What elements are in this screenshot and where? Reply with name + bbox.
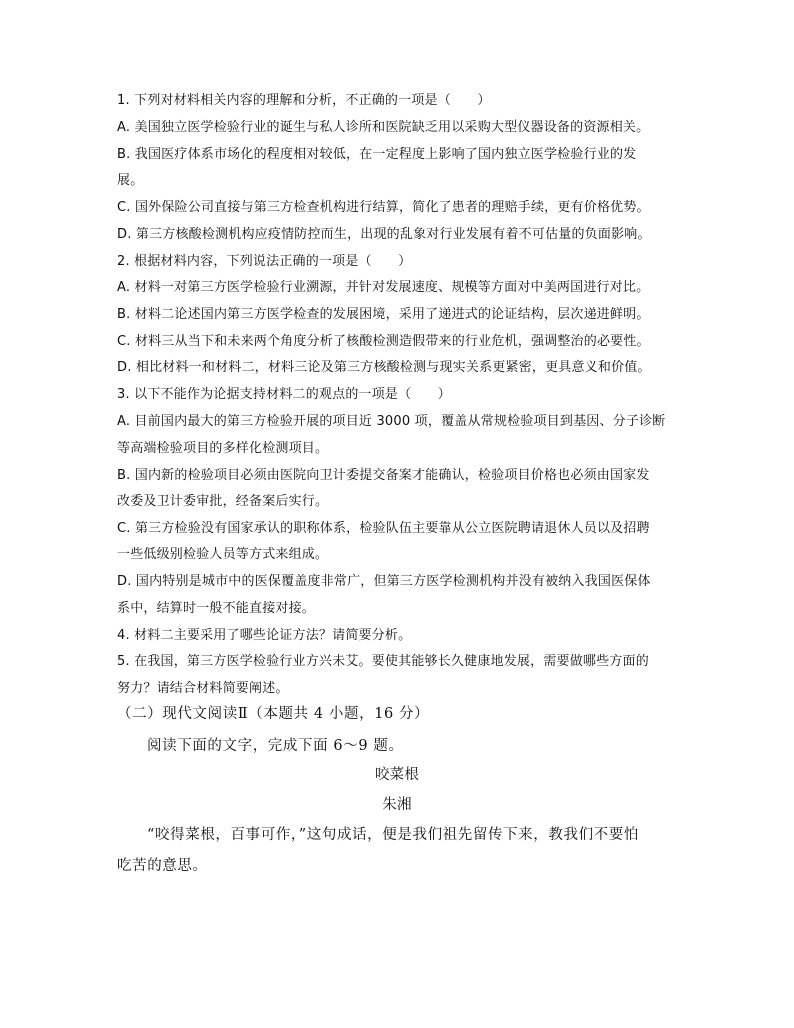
article-author: 朱湘 — [382, 797, 412, 813]
section-heading: （二）现代文阅读Ⅱ（本题共 4 小题，16 分） — [117, 706, 430, 722]
q1-stem: 1. 下列对材料相关内容的理解和分析，不正确的一项是（ ） — [117, 93, 491, 108]
q3-option-a: A. 目前国内最大的第三方检验开展的项目近 3000 项，覆盖从常规检验项目到基因、分子诊断 — [117, 414, 666, 429]
q2-option-c: C. 材料三从当下和未来两个角度分析了核酸检测造假带来的行业危机，强调整治的必要性。 — [117, 334, 650, 349]
q3-option-c-cont: 一些低级别检验人员等方式来组成。 — [117, 547, 329, 562]
article-paragraph-line-2: 吃苦的意思。 — [117, 858, 208, 874]
q3-option-d-cont: 系中，结算时一般不能直接对接。 — [117, 601, 316, 616]
q3-stem: 3. 以下不能作为论据支持材料二的观点的一项是（ ） — [117, 387, 451, 402]
q4-stem: 4. 材料二主要采用了哪些论证方法？请简要分析。 — [117, 628, 412, 643]
q1-option-b: B. 我国医疗体系市场化的程度相对较低，在一定程度上影响了国内独立医学检验行业的发 — [117, 147, 637, 162]
q3-option-d: D. 国内特别是城市中的医保覆盖度非常广，但第三方医学检测机构并没有被纳入我国医保体 — [117, 574, 651, 589]
q1-option-b-cont: 展。 — [117, 173, 144, 188]
q2-option-b: B. 材料二论述国内第三方医学检查的发展困境，采用了递进式的论证结构，层次递进鲜明。 — [117, 307, 650, 322]
q5-stem-cont: 努力？请结合材料简要阐述。 — [117, 681, 289, 696]
q1-option-a: A. 美国独立医学检验行业的诞生与私人诊所和医院缺乏用以采购大型仪器设备的资源相关。 — [117, 120, 650, 135]
article-title: 咬菜根 — [374, 767, 420, 783]
q1-option-d: D. 第三方核酸检测机构应疫情防控而生，出现的乱象对行业发展有着不可估量的负面影响。 — [117, 227, 651, 242]
q3-option-a-cont: 等高端检验项目的多样化检测项目。 — [117, 441, 329, 456]
section-instruction: 阅读下面的文字，完成下面 6～9 题。 — [147, 738, 404, 754]
q2-stem: 2. 根据材料内容，下列说法正确的一项是（ ） — [117, 254, 412, 269]
q2-option-d: D. 相比材料一和材料二，材料三论及第三方核酸检测与现实关系更紧密，更具意义和价值。 — [117, 360, 651, 375]
q3-option-b-cont: 改委及卫计委审批，经备案后实行。 — [117, 494, 329, 509]
article-paragraph-line-1: “咬得菜根，百事可作，”这句成话，便是我们祖先留传下来，教我们不要怕 — [147, 827, 639, 843]
q1-option-c: C. 国外保险公司直接与第三方检查机构进行结算，简化了患者的理赔手续，更有价格优势。 — [117, 200, 650, 215]
q5-stem: 5. 在我国，第三方医学检验行业方兴未艾。要使其能够长久健康地发展，需要做哪些方面的 — [117, 654, 649, 669]
q2-option-a: A. 材料一对第三方医学检验行业溯源，并针对发展速度、规模等方面对中美两国进行对比。 — [117, 280, 650, 295]
q3-option-c: C. 第三方检验没有国家承认的职称体系，检验队伍主要靠从公立医院聘请退休人员以及招聘 — [117, 521, 650, 536]
q3-option-b: B. 国内新的检验项目必须由医院向卫计委提交备案才能确认，检验项目价格也必须由国家发 — [117, 468, 650, 483]
